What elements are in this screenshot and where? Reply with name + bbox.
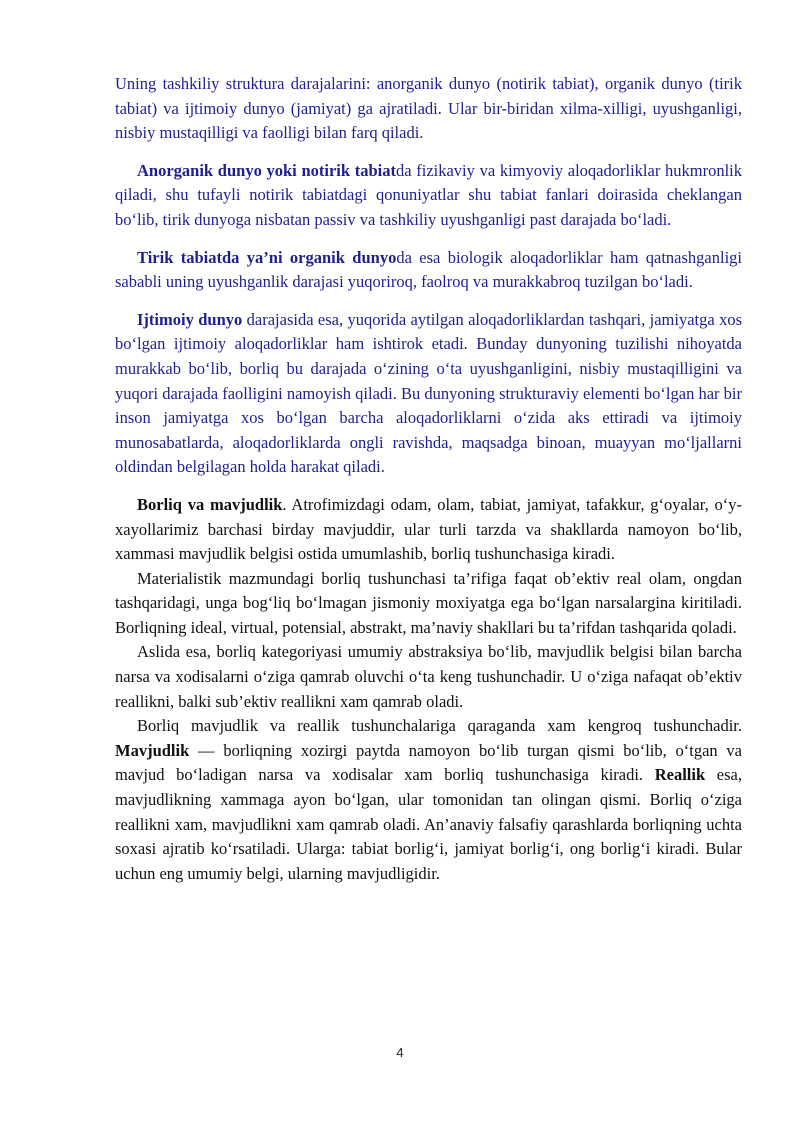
page-body (115, 72, 742, 886)
paragraph-2-text: da fizikaviy va kimyoviy aloqadorliklar hukmronlik qiladi, shu tufayli notirik tabiatdagi qonuniyatlar shu tabiat fanlari doirasida cheklangan bo‘lib, tirik dunyoga nisbatan passiv va tashkiliy uyushganligi past darajada bo‘ladi. (115, 160, 743, 229)
term-organik-dunyo: Tirik tabiatda ya’ni organik dunyo (137, 247, 397, 267)
paragraph-5 (115, 493, 742, 567)
paragraph-2 (115, 159, 742, 233)
term-mavjudlik: Mavjudlik (115, 740, 190, 760)
paragraph-4 (115, 308, 742, 480)
paragraph-7-text: Aslida esa, borliq kategoriyasi umumiy abstraksiya bo‘lib, mavjudlik belgisi bilan barcha narsa va xodisalarni o‘ziga qamrab oluvchi o‘ta keng tushunchadir. U o‘ziga nafaqat ob’ektiv reallikni, balki sub’ektiv reallikni xam qamrab oladi. (115, 642, 742, 711)
paragraph-6-text: Materialistik mazmundagi borliq tushunchasi ta’rifiga faqat ob’ektiv real olam, ongdan tashqaridagi, unga bog‘liq bo‘lmagan jismoniy moxiyatga ega bo‘lgan narsalargina kiritiladi. Borliqning ideal, virtual, potensial, abstrakt, ma’naviy shakllari bu ta’rifdan tashqarida qoladi. (115, 568, 742, 637)
paragraph-7 (115, 640, 742, 714)
paragraph-1 (115, 72, 742, 146)
paragraph-8-text-b: — borliqning xozirgi paytda namoyon bo‘lib turgan qismi bo‘lib, o‘tgan va mavjud bo‘ladigan narsa va xodisalar xam borliq tushunchasiga kiradi. (115, 740, 742, 785)
paragraph-3-text: da esa biologik aloqadorliklar ham qatnashganligi sababli uning uyushganlik darajasi yuqoriroq, faolroq va murakkabroq tuzilgan bo‘ladi. (115, 247, 742, 292)
paragraph-8 (115, 714, 742, 886)
paragraph-8-text-c: esa, mavjudlikning xammaga ayon bo‘lgan, ular tomonidan tan olingan qismi. Borliq o‘ziga reallikni xam, mavjudlikni xam qamrab oladi. An’anaviy falsafiy qarashlarda borliqning uchta soxasi ajratib ko‘rsatiladi. Ularga: tabiat borlig‘i, jamiyat borlig‘i, ong borlig‘i kiradi. Bular uchun eng umumiy belgi, ularning mavjudligidir. (115, 765, 742, 883)
term-anorganik-dunyo: Anorganik dunyo yoki notirik tabiat (137, 160, 396, 180)
paragraph-1-text: Uning tashkiliy struktura darajalarini: anorganik dunyo (notirik tabiat), organik dunyo (tirik tabiat) va ijtimoiy dunyo (jamiyat) ga ajratiladi. Ular bir-biridan xilma-xilligi, uyushganligi, nisbiy mustaqilligi va faolligi bilan farq qiladi. (115, 74, 742, 143)
paragraph-3 (115, 246, 742, 295)
term-ijtimoiy-dunyo: Ijtimoiy dunyo (137, 309, 243, 329)
paragraph-6 (115, 567, 742, 641)
page-number: 4 (396, 1045, 404, 1060)
term-reallik: Reallik (654, 765, 706, 785)
paragraph-4-text: darajasida esa, yuqorida aytilgan aloqadorliklardan tashqari, jamiyatga xos bo‘lgan ijtimoiy aloqadorliklar ham ishtirok etadi. Bunday dunyoning tuzilishi nihoyatda murakkab bo‘lib, borliq bu darajada o‘zining o‘ta uyushganligini, nisbiy mustaqilligini va yuqori darajada faolligini namoyish qiladi. Bu dunyoning strukturaviy elementi bo‘lgan har bir inson jamiyatga xos bo‘lgan barcha aloqadorliklarni o‘zida aks ettiradi va ijtimoiy munosabatlarda, aloqadorliklarda ongli ravishda, maqsadga binoan, muayyan mo‘ljallarni oldindan belgilagan holda harakat qiladi. (115, 309, 742, 477)
paragraph-5-text: . Atrofimizdagi odam, olam, tabiat, jamiyat, tafakkur, g‘oyalar, o‘y-xayollarimiz barchasi birday mavjuddir, ular turli tarzda va shakllarda namoyon bo‘lib, xammasi mavjudlik belgisi ostida umumlashib, borliq tushunchasiga kiradi. (115, 494, 742, 564)
term-borliq-va-mavjudlik: Borliq va mavjudlik (137, 494, 283, 514)
paragraph-8-text-a: Borliq mavjudlik va reallik tushunchalariga qaraganda xam kengroq tushunchadir. (137, 716, 742, 736)
